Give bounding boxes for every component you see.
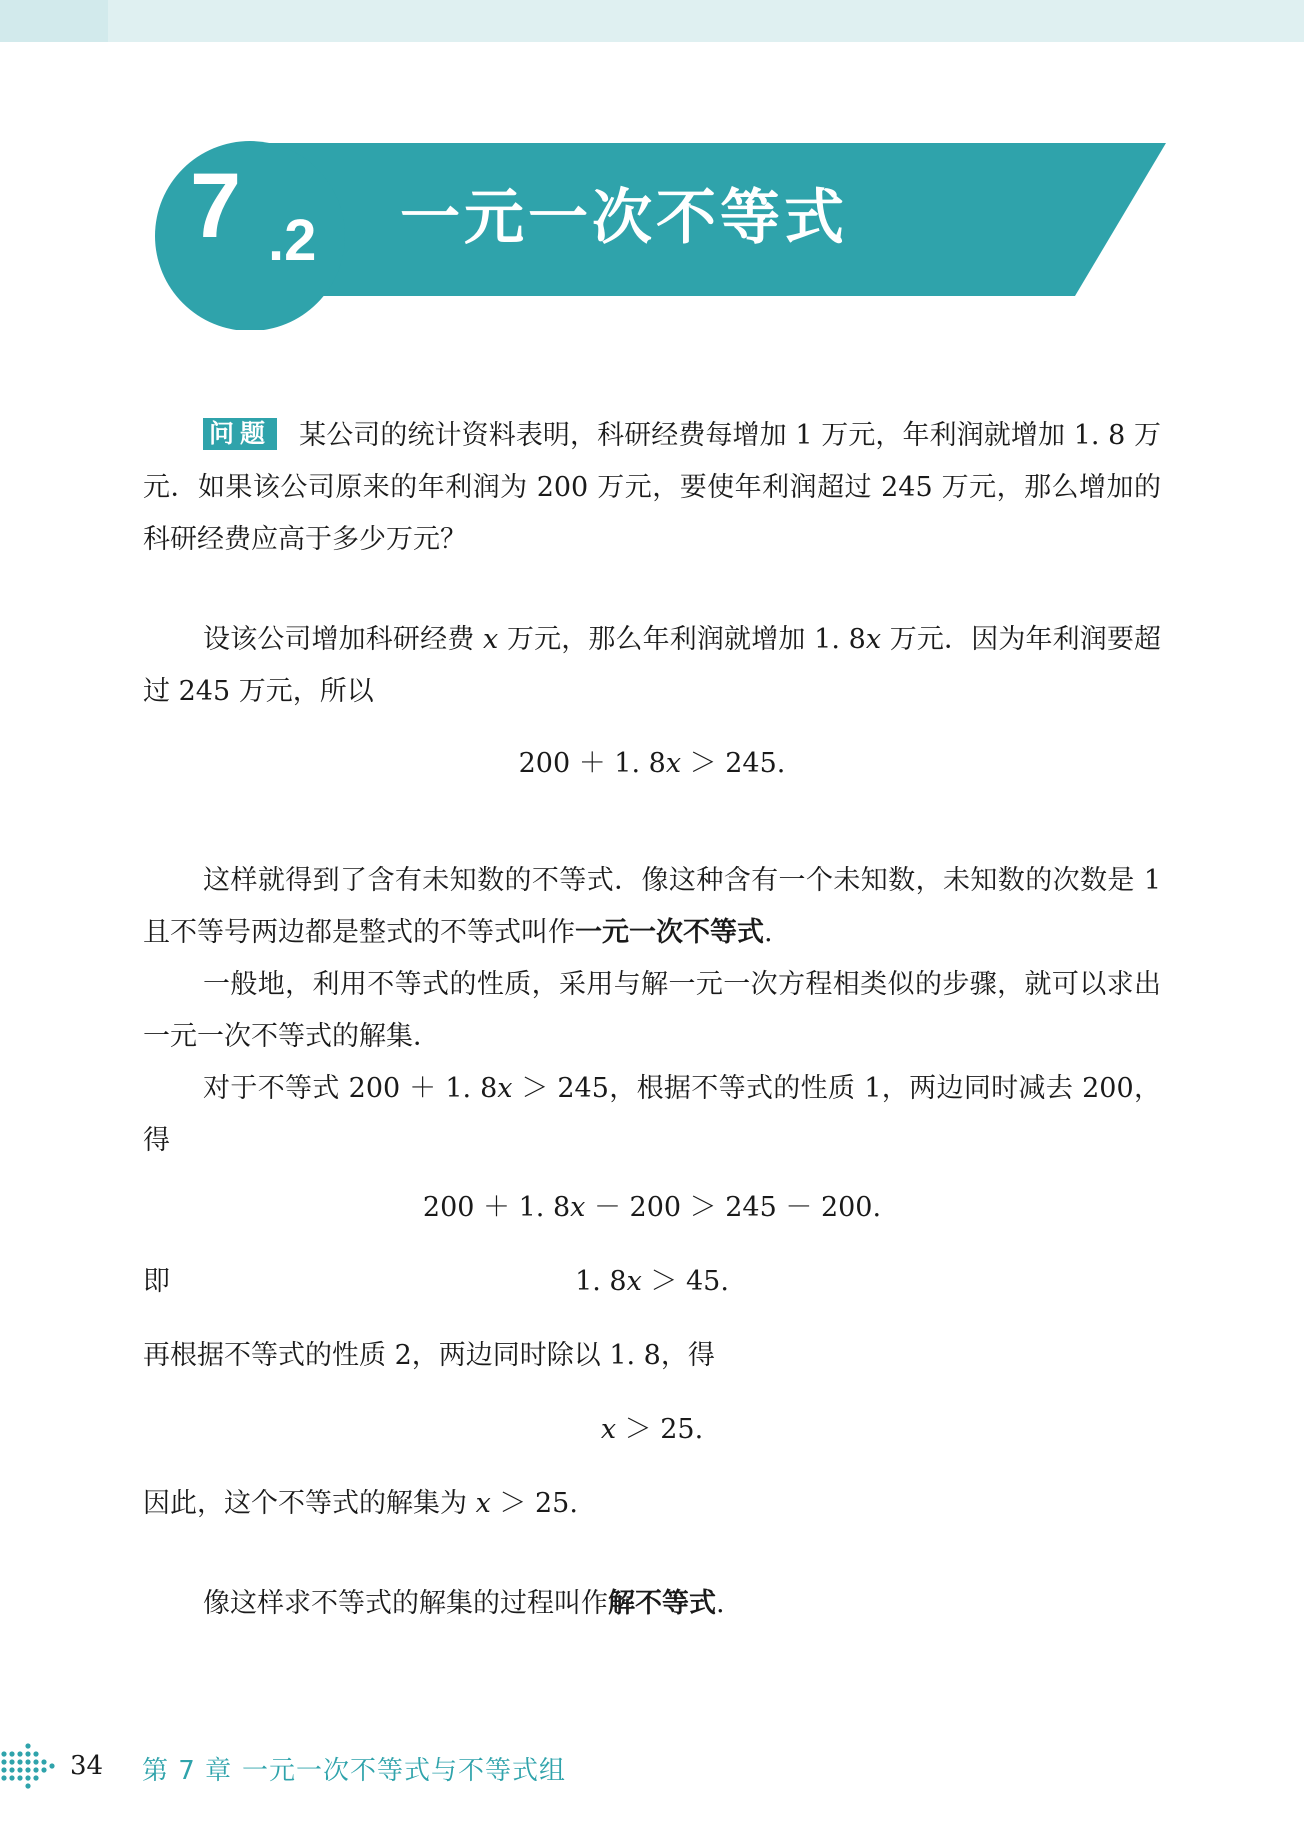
var-x: x <box>626 1266 642 1297</box>
chapter-label: 第 7 章 <box>142 1756 233 1786</box>
term-linear-inequality: 一元一次不等式 <box>575 917 764 948</box>
label-ji: 即 <box>143 1266 170 1297</box>
problem-badge: 问题 <box>203 418 277 450</box>
method-paragraph: 一般地，利用不等式的性质，采用与解一元一次方程相类似的步骤，就可以求出一元一次不等式的解集． <box>143 969 1161 1052</box>
property-1-paragraph: 对于不等式 200 ＋ 1. 8x ＞ 245，根据不等式的性质 1，两边同时减去 200，得 <box>143 1073 1162 1156</box>
page-number: 34 <box>70 1751 104 1781</box>
var-x: x <box>570 1192 586 1223</box>
section-sub-number: .2 <box>268 208 317 273</box>
var-x: x <box>497 1073 513 1104</box>
var-x: x <box>600 1414 617 1445</box>
equation-2: 200 ＋ 1. 8x － 200 ＞ 245 － 200. <box>422 1192 882 1223</box>
footer-dots-icon <box>0 1740 62 1790</box>
var-x: x <box>665 748 682 779</box>
var-x: x <box>475 1488 491 1519</box>
solution-paragraph: 因此，这个不等式的解集为 x ＞ 25. <box>143 1488 578 1519</box>
page-footer <box>0 1740 1304 1800</box>
var-x: x <box>865 624 882 655</box>
chapter-title: 一元一次不等式与不等式组 <box>242 1756 567 1786</box>
setup-paragraph: 设该公司增加科研经费 x 万元，那么年利润就增加 1. 8x 万元．因为年利润要超过 245 万元，所以 <box>143 624 1161 707</box>
solving-definition-paragraph: 像这样求不等式的解集的过程叫作解不等式. <box>203 1588 725 1619</box>
section-title: 一元一次不等式 <box>400 183 848 253</box>
var-x: x <box>483 624 499 655</box>
problem-paragraph <box>143 410 1161 566</box>
equation-1: 200 ＋ 1. 8x ＞ 245. <box>518 748 786 779</box>
property-2-paragraph: 再根据不等式的性质 2，两边同时除以 1. 8，得 <box>143 1340 715 1371</box>
problem-text: 某公司的统计资料表明，科研经费每增加 1 万元，年利润就增加 1. 8 万元．如果该公司原来的年利润为 200 万元，要使年利润超过 245 万元，那么增加的科研经费应高于多少万元？ <box>143 420 1161 555</box>
section-header <box>0 0 1304 330</box>
equation-4: x ＞ 25. <box>600 1414 704 1445</box>
definition-paragraph: 这样就得到了含有未知数的不等式．像这种含有一个未知数，未知数的次数是 1 且不等号两边都是整式的不等式叫作一元一次不等式. <box>143 865 1161 948</box>
section-header-circle <box>155 141 345 330</box>
term-solving-inequality: 解不等式 <box>608 1588 716 1619</box>
equation-3: 1. 8x ＞ 45. <box>575 1266 729 1297</box>
section-number: 7 <box>190 155 242 257</box>
